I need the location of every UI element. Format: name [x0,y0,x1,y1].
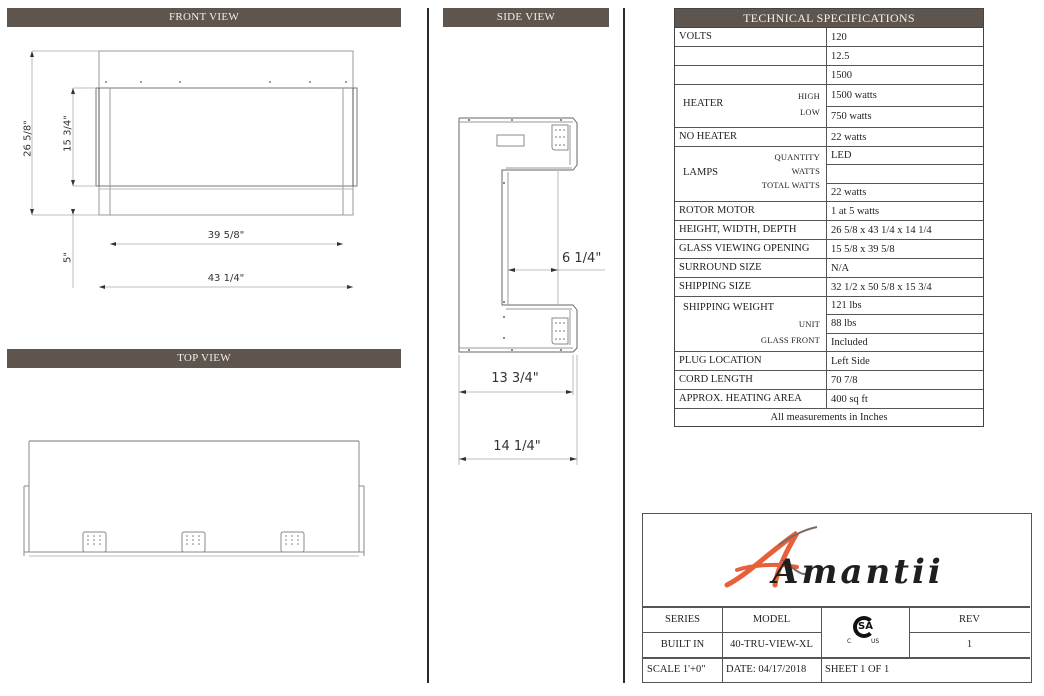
spec-label: VOLTS [675,28,827,46]
spec-label: ROTOR MOTOR [675,202,827,220]
spec-label: NO HEATER [675,128,827,146]
spec-label [675,47,827,65]
spec-value: 22 watts [831,131,867,143]
spec-row-glass-opening [675,240,983,259]
spec-row-dimensions [675,221,983,240]
spec-row-amps [675,47,983,66]
sheet-text: SHEET 1 OF 1 [825,664,890,675]
dim-overall-width: 43 1/4" [207,273,245,284]
spec-row-shipping-weight [675,297,983,352]
spec-value: 1500 [831,69,852,81]
spec-value: N/A [831,262,850,274]
date-text: DATE: 04/17/2018 [726,664,807,675]
spec-row-cord-length [675,371,983,390]
spec-label: CORD LENGTH [675,371,827,389]
spec-label-group [675,147,827,201]
model-value: 40-TRU-VIEW-XL [730,639,813,650]
spec-value: Included [831,336,868,348]
spec-sublabel: TOTAL WATTS [761,180,820,190]
side-view-drawing [430,0,630,480]
brand-name: Amantii [772,552,944,592]
spec-value: 88 lbs [827,315,983,333]
rev-value: 1 [966,639,973,650]
spec-label: SHIPPING SIZE [675,278,827,296]
spec-sublabel: LOW [800,107,820,117]
dim-inset-depth: 6 1/4" [562,251,602,266]
spec-label-group [675,297,827,351]
spec-value: 26 5/8 x 43 1/4 x 14 1/4 [831,224,932,236]
dim-bottom-height: 5" [62,252,74,263]
spec-row-no-heater [675,128,983,147]
spec-sublabel: UNIT [798,319,820,329]
spec-label: SURROUND SIZE [675,259,827,277]
dim-viewing-height: 15 3/4" [62,115,74,152]
spec-label-group [675,85,827,127]
spec-sublabel: GLASS FRONT [760,335,820,345]
spec-row-watts [675,66,983,85]
side-view-banner: SIDE VIEW [443,8,609,27]
csa-mark-us: US [871,637,880,645]
spec-row-heating-area [675,390,983,409]
spec-sublabel: QUANTITY [774,152,820,162]
spec-value: LED [827,147,983,165]
dim-viewing-width: 39 5/8" [207,230,245,241]
series-value: BUILT IN [660,639,705,650]
spec-label [675,66,827,84]
spec-label: APPROX. HEATING AREA [675,390,827,408]
spec-row-rotor-motor [675,202,983,221]
spec-value: 750 watts [831,111,872,123]
spec-value: 400 sq ft [831,393,868,405]
top-view-banner: TOP VIEW [7,349,401,368]
title-block [642,513,1032,683]
spec-value: 32 1/2 x 50 5/8 x 15 3/4 [831,281,932,293]
model-label: MODEL [752,613,791,625]
technical-specifications-table [674,8,984,427]
rev-label: REV [959,613,980,625]
spec-label: HEIGHT, WIDTH, DEPTH [675,221,827,239]
spec-row-surround-size [675,259,983,278]
spec-label: HEATER [683,98,724,109]
spec-table-title: TECHNICAL SPECIFICATIONS [675,9,983,28]
spec-value: 22 watts [831,186,867,198]
spec-value: 1500 watts [827,85,983,107]
column-divider-left [427,8,429,683]
front-view-drawing [0,0,400,300]
spec-value: 15 5/8 x 39 5/8 [831,243,895,255]
spec-value: 1 at 5 watts [831,205,880,217]
series-label: SERIES [664,613,700,625]
spec-sublabel: WATTS [791,166,820,176]
spec-row-lamps [675,147,983,202]
spec-sublabel: HIGH [797,91,820,101]
spec-label: SHIPPING WEIGHT [683,302,775,313]
spec-value: 121 lbs [827,297,983,315]
spec-value: 70 7/8 [831,374,858,386]
spec-row-plug-location [675,352,983,371]
spec-value: Left Side [831,355,870,367]
csa-mark-text: SA [858,620,873,632]
spec-value: 120 [831,31,847,43]
dim-overall-depth: 14 1/4" [493,439,541,454]
spec-footer-note: All measurements in Inches [770,412,888,423]
csa-mark-c: C [847,637,852,645]
dim-body-depth: 13 3/4" [491,371,539,386]
spec-row-shipping-size [675,278,983,297]
spec-row-heater [675,85,983,128]
spec-label: PLUG LOCATION [675,352,827,370]
csa-certification-icon [821,606,909,657]
spec-label: LAMPS [683,167,719,178]
top-view-drawing [0,340,400,590]
spec-label: GLASS VIEWING OPENING [675,240,827,258]
spec-row-volts [675,28,983,47]
spec-value: 12.5 [831,50,850,62]
spec-value [827,165,983,183]
scale-text: SCALE 1'+0" [647,664,706,675]
dim-overall-height: 26 5/8" [22,120,34,157]
front-view-banner: FRONT VIEW [7,8,401,27]
